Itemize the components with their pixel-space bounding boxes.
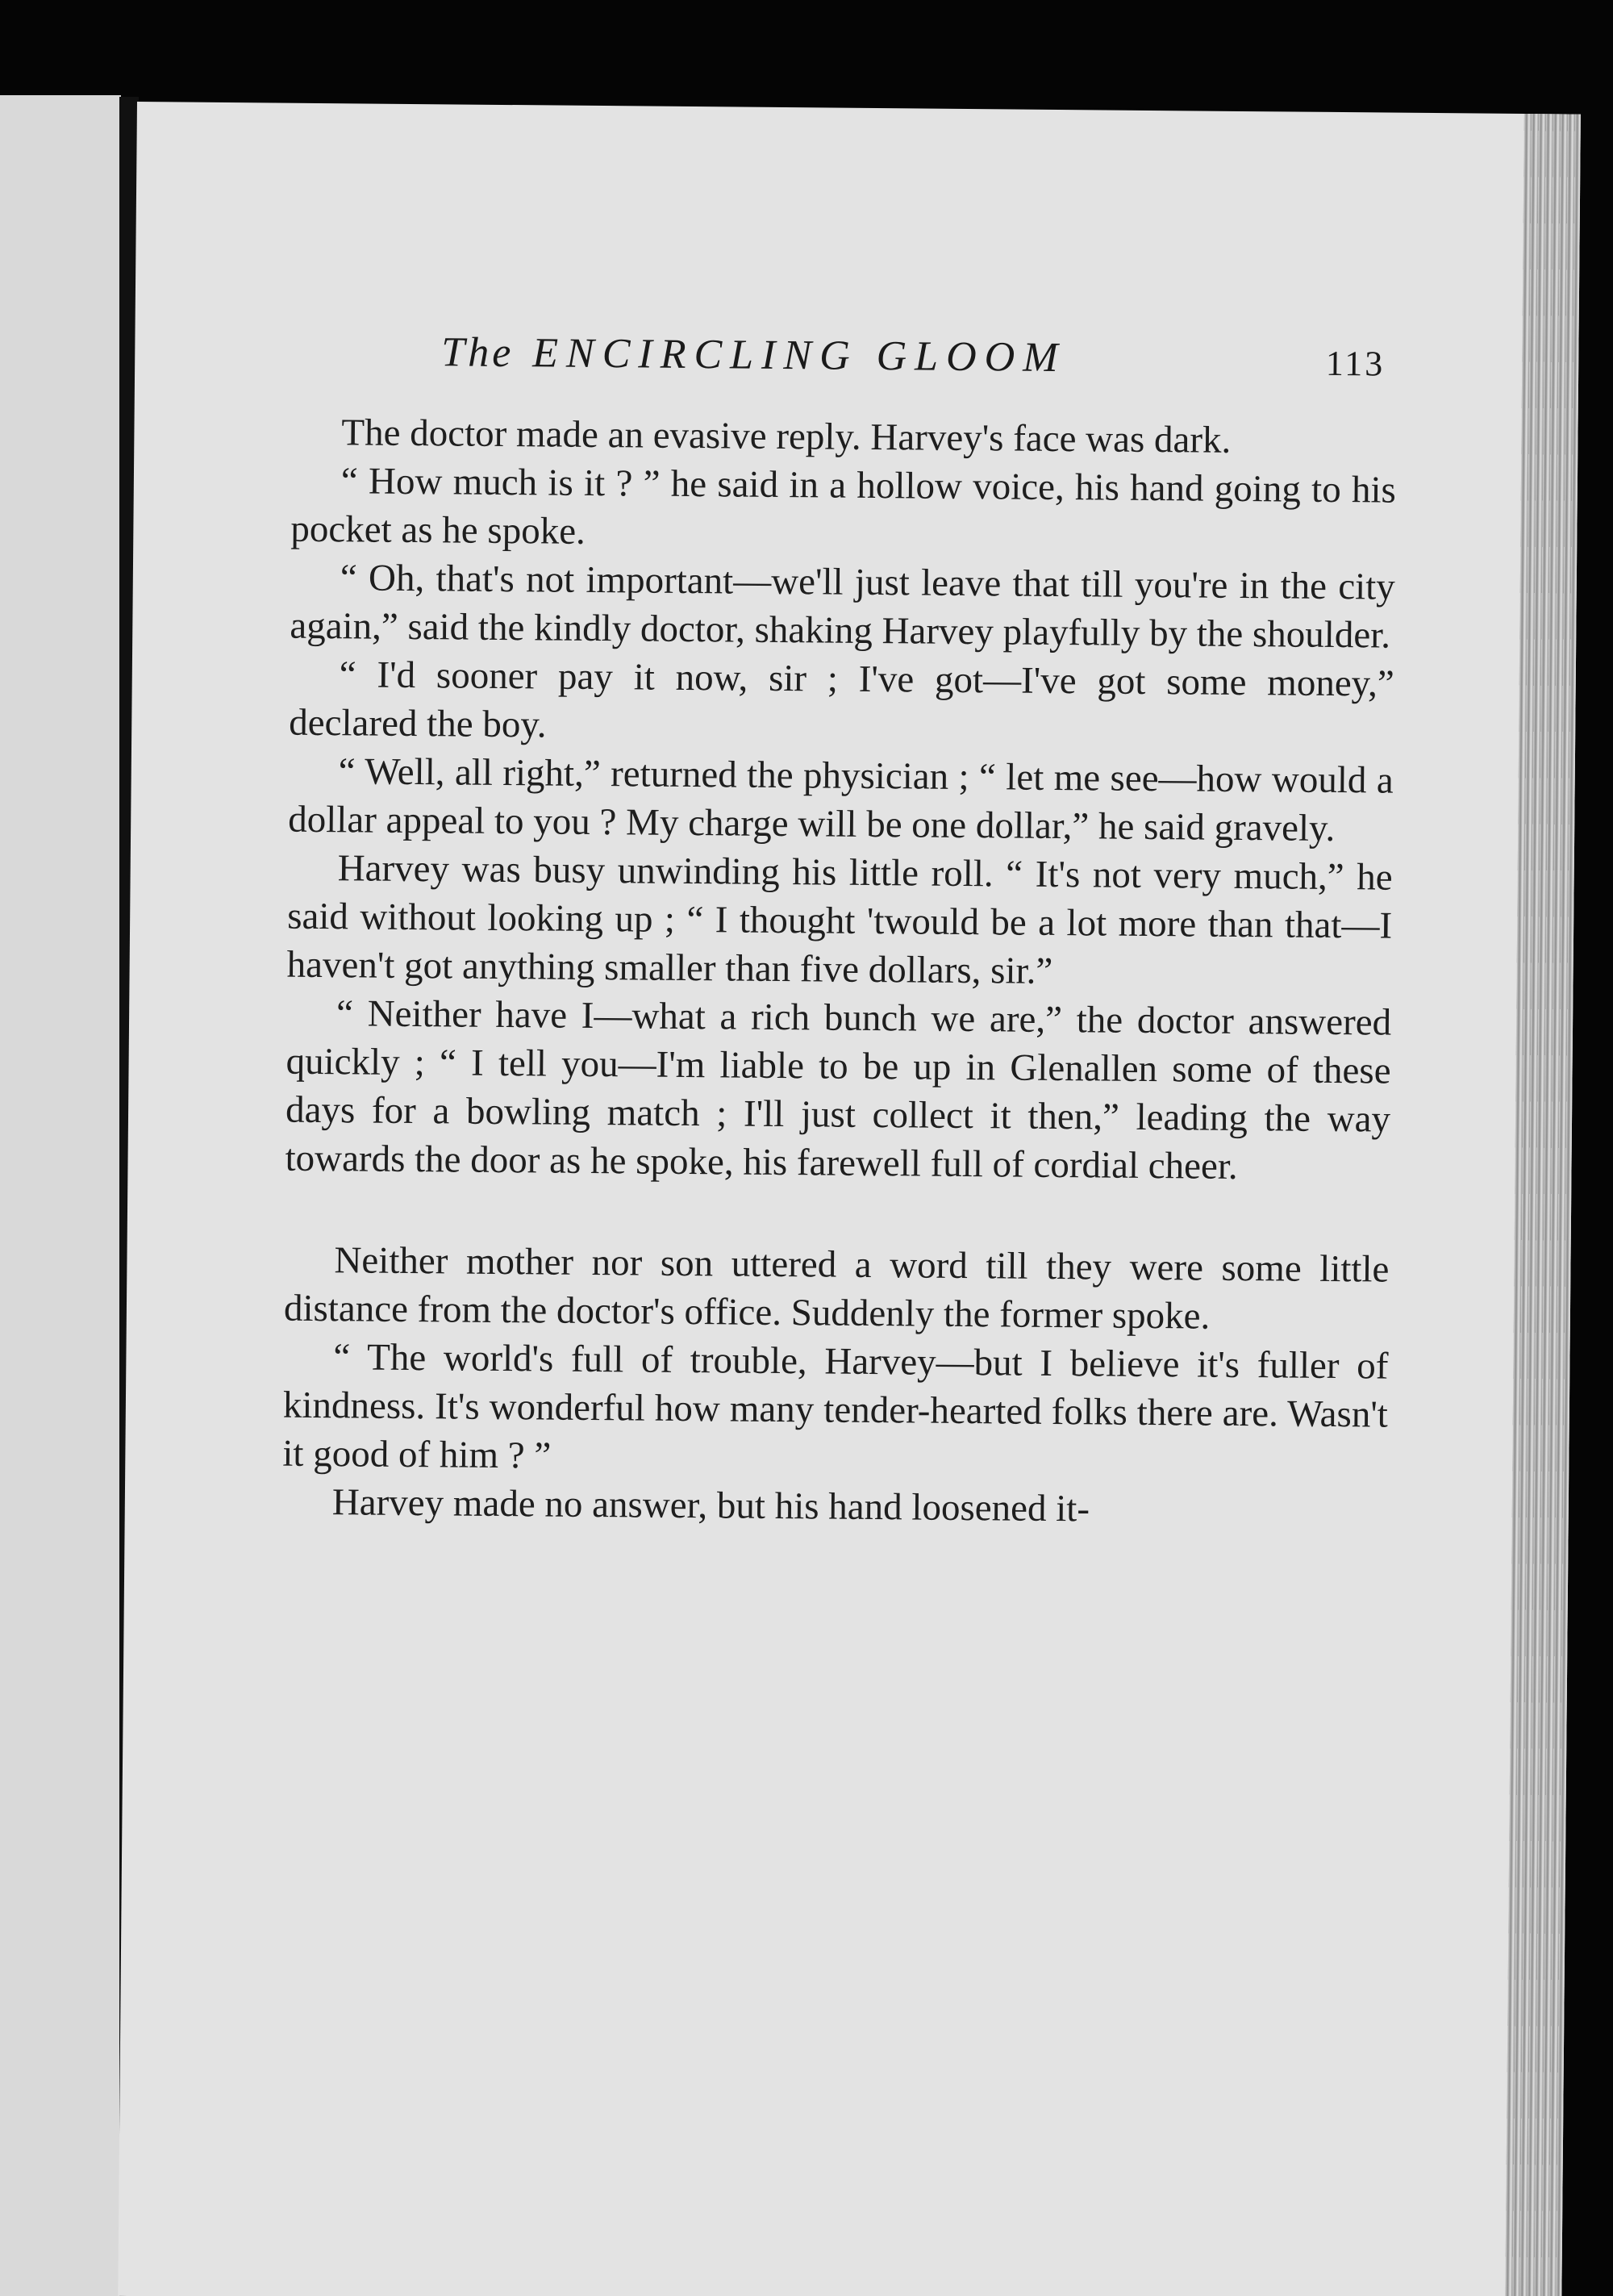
running-title-text: ENCIRCLING GLOOM [532,330,1066,382]
paragraph: “ The world's full of trouble, Harvey—but I believe it's fuller of kindness. It's wonderful how many tender-hearted folks there are. Wasn't it good of him ? ” [282,1336,1389,1477]
paragraph: “ Well, all right,” returned the physician ; “ let me see—how would a dollar appeal to you ? My charge will be one dollar,” he said gravely. [288,750,1394,850]
paragraph: Harvey was busy unwinding his little roll. “ It's not very much,” he said without looking up ; “ I thought 'twould be a lot more than that—I haven't got anything smaller than five dollars, sir.” [286,847,1393,992]
book-page [118,102,1581,2296]
paragraph: “ How much is it ? ” he said in a hollow voice, his hand going to his pocket as he spoke. [290,460,1397,553]
running-head [441,328,1385,384]
paragraph: Neither mother nor son uttered a word till they were some little distance from the doctor's office. Suddenly the former spoke. [283,1239,1390,1338]
paragraph: “ I'd sooner pay it now, sir ; I've got—I've got some money,” declared the boy. [289,653,1394,746]
paragraph: “ Neither have I—what a rich bunch we are,” the doctor answered quickly ; “ I tell you—I'm liable to be up in Glenallen some of these days for a bowling match ; I'll just collect it then,” leading the way towards the door as he spoke, his farewell full of cordial cheer. [285,992,1392,1188]
left-page-edge [0,95,121,2296]
running-title-article: The [441,329,515,377]
page-stack-edge [1505,114,1581,2296]
running-title [441,329,1066,381]
page-number: 113 [1325,343,1386,384]
paragraph: Harvey made no answer, but his hand loosened it- [331,1481,1090,1530]
paragraph: “ Oh, that's not important—we'll just leave that till you're in the city again,” said the kindly doctor, shaking Harvey playfully by the shoulder. [290,557,1396,657]
body-text [282,408,1397,1536]
paragraph: The doctor made an evasive reply. Harvey's face was dark. [341,411,1232,461]
